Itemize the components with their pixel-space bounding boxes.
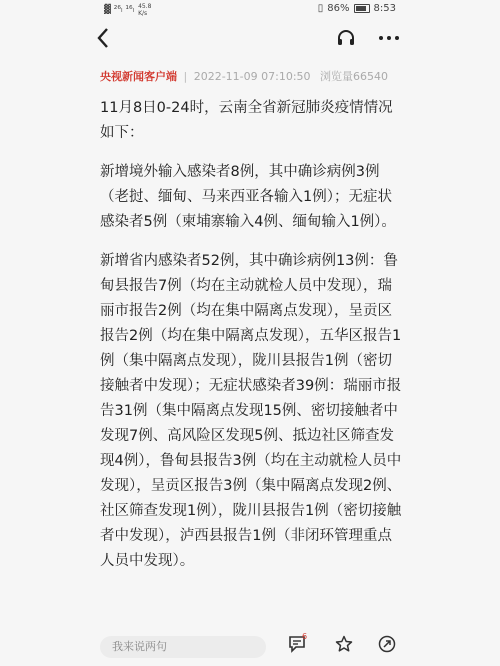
- favorite-button[interactable]: [335, 635, 353, 657]
- status-bar: [0, 0, 500, 20]
- listen-button[interactable]: [336, 28, 356, 52]
- network-speed-unit: K/s: [138, 10, 148, 17]
- battery-icon: [354, 4, 370, 13]
- comments-button[interactable]: [288, 632, 308, 657]
- comment-count-badge: 6: [302, 632, 308, 641]
- article-body: [100, 96, 405, 588]
- star-icon: [335, 635, 353, 653]
- network-speed: 45.8: [138, 3, 152, 10]
- share-button[interactable]: [378, 635, 396, 657]
- clock: 8:53: [373, 3, 396, 14]
- battery-percent: 86%: [327, 3, 350, 14]
- headphones-icon: [336, 28, 356, 48]
- publish-date: 2022-11-09 07:10:50: [193, 70, 311, 83]
- vibrate-icon: ▯: [317, 3, 324, 14]
- more-button[interactable]: [378, 28, 400, 52]
- view-count: 浏览量66540: [320, 70, 389, 83]
- more-dots-icon: [378, 28, 400, 48]
- article-paragraph: 11月8日0-24时，云南全省新冠肺炎疫情情况如下：: [100, 100, 393, 141]
- bottom-bar: [0, 628, 500, 666]
- share-icon: [378, 635, 396, 653]
- comment-input[interactable]: 我来说两句: [100, 636, 266, 658]
- signal-icons: ▓ ²⁶ₗ ¹⁶ₗ: [104, 5, 135, 15]
- chevron-left-icon: [96, 27, 110, 49]
- article-header: [100, 68, 388, 84]
- article-paragraph: 新增境外输入感染者8例，其中确诊病例3例（老挝、缅甸、马来西亚各输入1例）；无症状感染者5例（柬埔寨输入4例、缅甸输入1例）。: [100, 164, 396, 230]
- nav-bar: [0, 22, 500, 58]
- header-divider: |: [183, 70, 188, 83]
- back-button[interactable]: [96, 27, 110, 53]
- source-name[interactable]: 央视新闻客户端: [100, 70, 177, 83]
- article-paragraph: 新增省内感染者52例，其中确诊病例13例：鲁甸县报告7例（均在主动就检人员中发现），瑞丽市报告2例（均在集中隔离点发现），呈贡区报告2例（均在集中隔离点发现），五华区报告1例（集中隔离点发现），陇川县报告1例（密切接触者中发现）；无症状感染者39例：瑞丽市报告31例（集中隔离点发现15例、密切接触者中发现7例、高风险区发现5例、抵边社区筛查发现4例），鲁甸县报告3例（均在主动就检人员中发现），呈贡区报告3例（集中隔离点发现2例、社区筛查发现1例），陇川县报告1例（密切接触者中发现），泸西县报告1例（非闭环管理重点人员中发现）。: [100, 253, 402, 569]
